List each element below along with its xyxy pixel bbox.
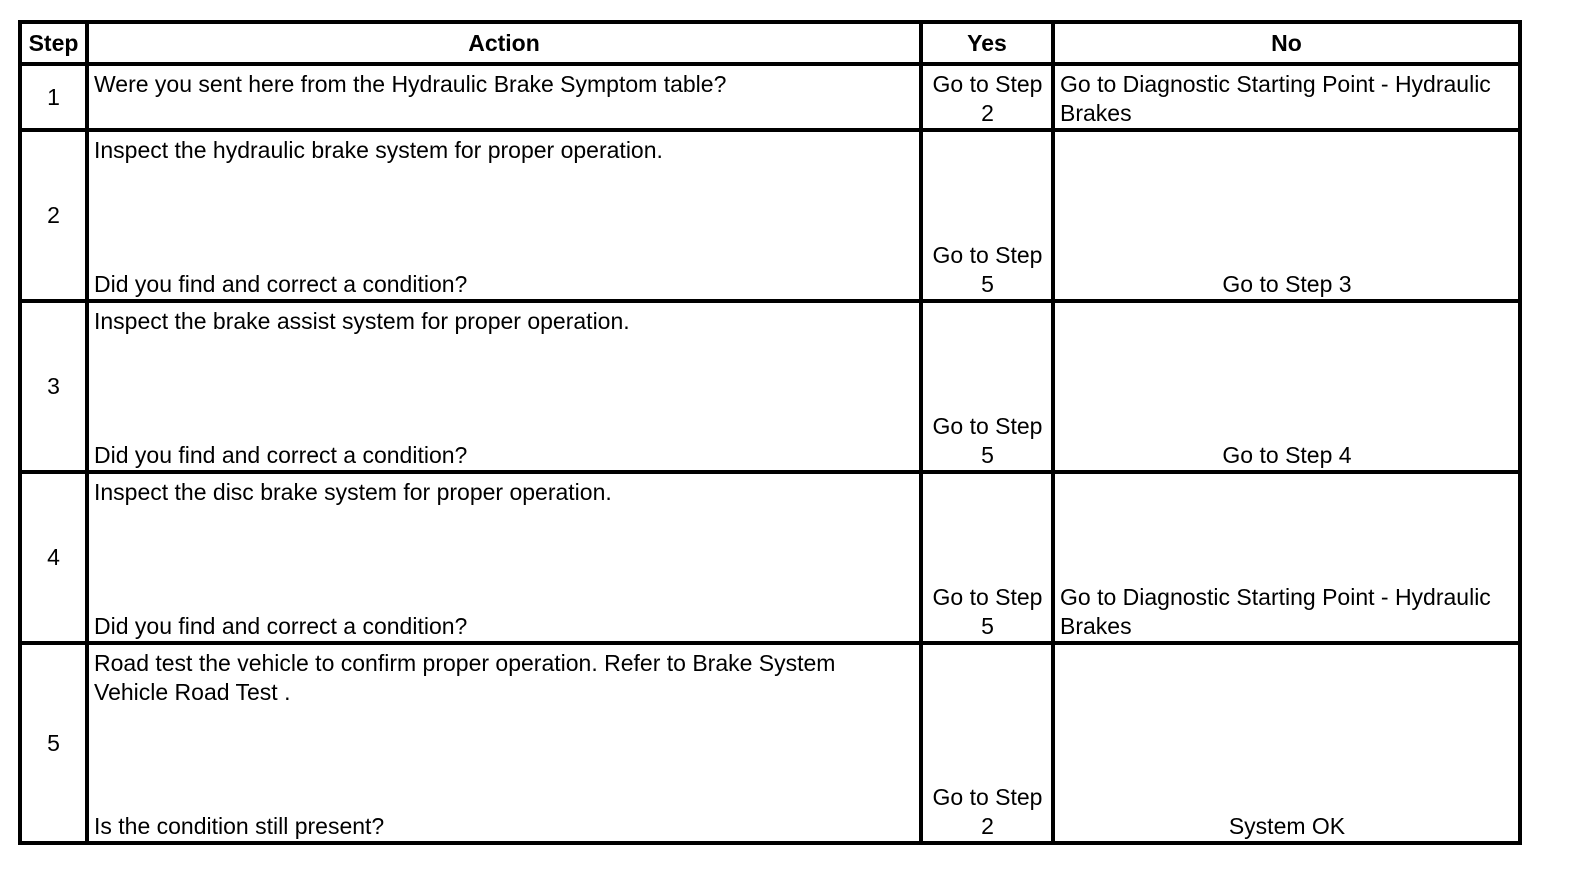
action-cell	[87, 301, 921, 472]
action-question: Did you find and correct a condition?	[94, 442, 468, 468]
header-row	[20, 22, 1520, 64]
yes-outcome: Go to Step 2	[932, 71, 1043, 126]
no-cell	[1053, 130, 1520, 301]
table-row	[20, 301, 1520, 472]
step-number: 3	[20, 301, 87, 472]
table-row	[20, 643, 1520, 843]
yes-cell	[921, 130, 1053, 301]
action-cell	[87, 643, 921, 843]
action-instruction: Inspect the hydraulic brake system for proper operation.	[94, 137, 663, 163]
action-instruction: Inspect the disc brake system for proper operation.	[94, 479, 612, 505]
no-outcome: Go to Diagnostic Starting Point - Hydraulic Brakes	[1060, 71, 1491, 126]
yes-cell	[921, 64, 1053, 130]
yes-outcome: Go to Step 5	[932, 413, 1043, 468]
yes-cell	[921, 301, 1053, 472]
action-instruction: Inspect the brake assist system for proper operation.	[94, 308, 630, 334]
header-no: No	[1053, 22, 1520, 64]
table-row	[20, 130, 1520, 301]
yes-outcome: Go to Step 2	[932, 784, 1043, 839]
step-number: 4	[20, 472, 87, 643]
action-cell	[87, 64, 921, 130]
table-row	[20, 472, 1520, 643]
header-yes: Yes	[921, 22, 1053, 64]
step-number: 5	[20, 643, 87, 843]
header-action: Action	[87, 22, 921, 64]
no-cell	[1053, 301, 1520, 472]
header-step: Step	[20, 22, 87, 64]
action-instruction: Were you sent here from the Hydraulic Brake Symptom table?	[94, 71, 727, 97]
no-outcome: Go to Diagnostic Starting Point - Hydraulic Brakes	[1060, 584, 1491, 639]
yes-cell	[921, 472, 1053, 643]
action-cell	[87, 130, 921, 301]
action-question: Is the condition still present?	[94, 813, 385, 839]
yes-outcome: Go to Step 5	[932, 242, 1043, 297]
yes-cell	[921, 643, 1053, 843]
no-cell	[1053, 643, 1520, 843]
diagnostic-table	[18, 20, 1522, 845]
no-outcome: Go to Step 4	[1222, 442, 1352, 468]
no-outcome: System OK	[1228, 813, 1346, 839]
action-cell	[87, 472, 921, 643]
no-outcome: Go to Step 3	[1222, 271, 1352, 297]
action-question: Did you find and correct a condition?	[94, 613, 468, 639]
no-cell	[1053, 64, 1520, 130]
no-cell	[1053, 472, 1520, 643]
step-number: 1	[20, 64, 87, 130]
yes-outcome: Go to Step 5	[932, 584, 1043, 639]
action-question: Did you find and correct a condition?	[94, 271, 468, 297]
table-row	[20, 64, 1520, 130]
step-number: 2	[20, 130, 87, 301]
action-instruction: Road test the vehicle to confirm proper operation. Refer to Brake System Vehicle Road Test .	[94, 650, 836, 705]
